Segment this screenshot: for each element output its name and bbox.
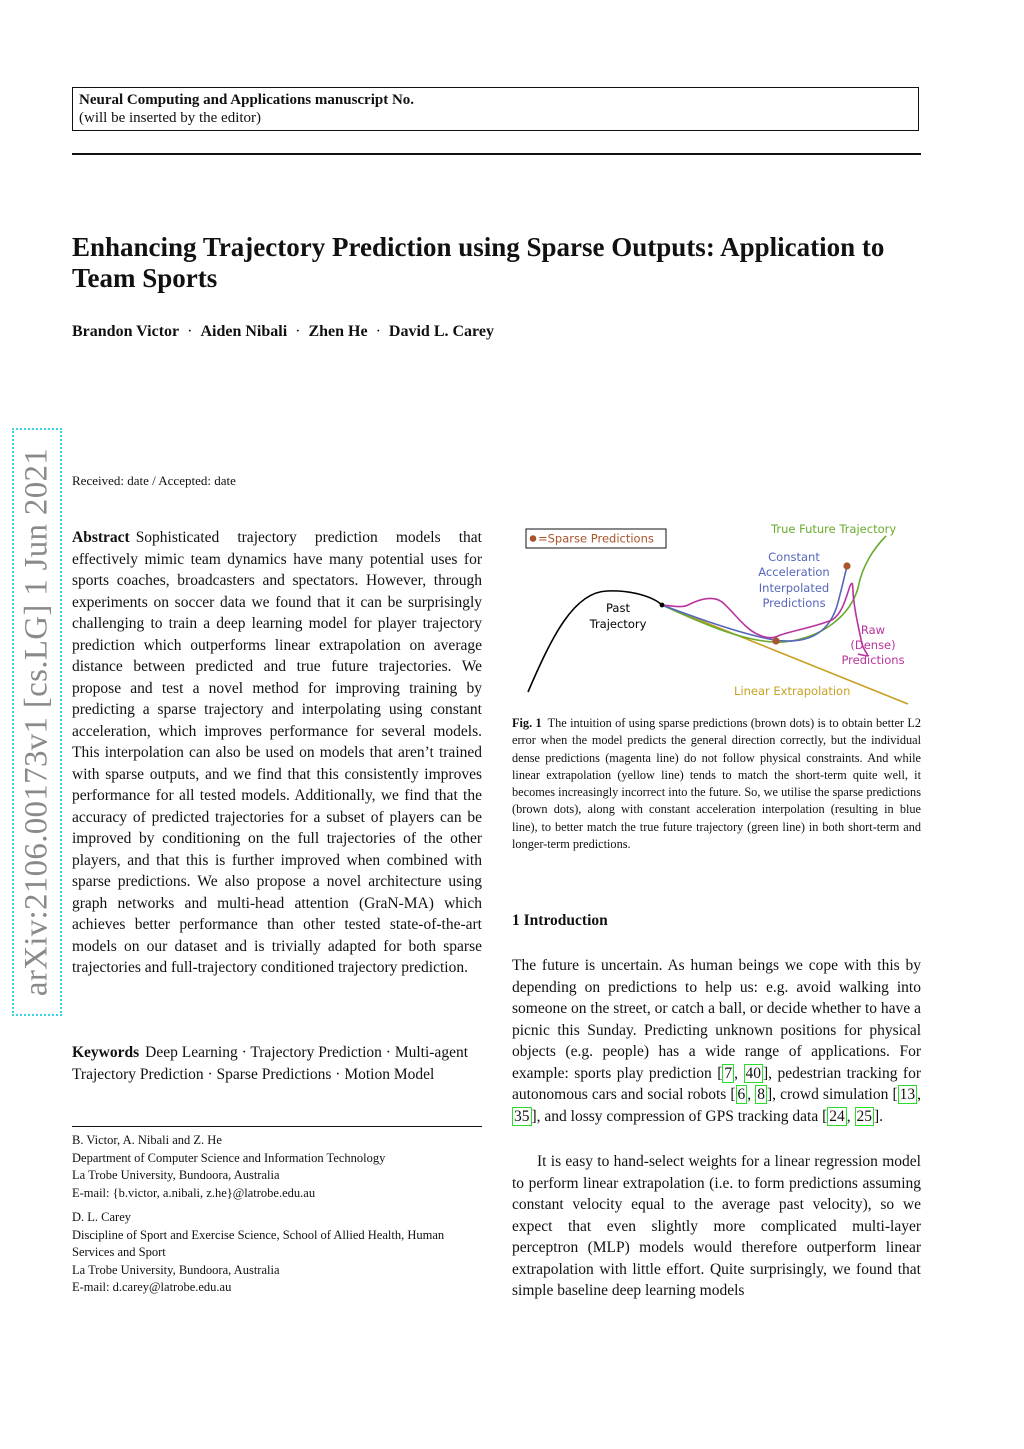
intro-paragraph-1	[512, 955, 921, 1127]
linear-extrapolation-label: Linear Extrapolation	[734, 684, 851, 698]
keywords-label: Keywords	[72, 1044, 140, 1061]
legend-label: =Sparse Predictions	[538, 531, 654, 546]
keywords-text: Deep Learning · Trajectory Prediction · Multi-agent Trajectory Prediction · Sparse Predictions · Motion Model	[72, 1044, 469, 1083]
intro-text: ], crowd simulation [	[767, 1086, 898, 1103]
citation-link[interactable]: 8	[757, 1086, 765, 1103]
citation-sep: ,	[747, 1086, 756, 1103]
citation-sep: ,	[734, 1064, 744, 1082]
citation-link[interactable]: 35	[514, 1107, 530, 1125]
affiliation-dept: Discipline of Sport and Exercise Science, School of Allied Health, Human Services and Sport	[72, 1227, 445, 1259]
received-date: Received: date / Accepted: date	[72, 473, 236, 488]
citation-sep: ,	[917, 1086, 921, 1103]
header-rule	[72, 153, 921, 155]
intro-text: ], pedestrian tracking for autonomous cars and social robots [	[512, 1064, 921, 1103]
current-position-dot	[660, 603, 665, 608]
keywords	[72, 1042, 482, 1085]
intro-text: The future is uncertain. As human beings we cope with this by depending on predictions to help us: e.g. avoid walking into someone on the street, or catch a ball, or decide whether to have a picnic this Sunday. Predicting unknown positions for physical objects (e.g. people) has a wide range of applications. For example: sports play prediction [	[512, 957, 921, 1082]
past-trajectory-line	[528, 591, 662, 692]
citation-link[interactable]: 6	[737, 1086, 746, 1103]
true-trajectory-label: True Future Trajectory	[771, 522, 897, 536]
interpolated-label: Constant	[768, 550, 820, 564]
section-heading: 1 Introduction	[512, 912, 608, 929]
citation-sep: ,	[846, 1107, 855, 1125]
sparse-prediction-dot	[843, 562, 850, 569]
journal-header-box	[72, 87, 919, 131]
intro-text: ].	[874, 1107, 884, 1125]
abstract	[72, 527, 482, 979]
citation-link[interactable]: 24	[829, 1107, 845, 1125]
author-1: Brandon Victor	[72, 323, 180, 340]
author-2: Aiden Nibali	[200, 323, 288, 340]
intro-paragraph-2: It is easy to hand-select weights for a linear regression model to perform linear extrapolation (i.e. to form predictions assuming constant velocity equal to the average past velocity), so we expect that even slightly more complicated multi-layer perceptron (MLP) models would therefore outperform linear extrapolation with little effort. Quite surprisingly, we found that simple baseline deep learning models	[512, 1153, 921, 1299]
author-separator: ·	[187, 323, 193, 340]
past-trajectory-label: Trajectory	[589, 617, 647, 631]
affiliation-university: La Trobe University, Bundoora, Australia	[72, 1262, 280, 1277]
citation-link[interactable]: 40	[745, 1064, 761, 1082]
interpolated-label: Interpolated	[758, 581, 830, 595]
author-4: David L. Carey	[388, 323, 494, 340]
journal-name: Neural Computing and Applications manuscript No.	[79, 92, 415, 108]
figure-1-caption	[512, 715, 921, 853]
interpolated-label: Predictions	[762, 596, 826, 610]
affiliation-email: E-mail: d.carey@latrobe.edu.au	[72, 1280, 232, 1294]
interpolated-label: Acceleration	[758, 565, 830, 579]
legend-dot-icon	[530, 535, 537, 542]
paper-title: Enhancing Trajectory Prediction using Sparse Outputs: Application to Team Sports	[72, 232, 885, 293]
raw-prediction-label: (Dense)	[850, 638, 896, 652]
author-separator: ·	[295, 323, 301, 340]
citation-link[interactable]: 25	[856, 1107, 872, 1125]
affiliation-names: D. L. Carey	[72, 1210, 132, 1224]
citation-link[interactable]: 13	[899, 1086, 916, 1103]
author-3: Zhen He	[308, 323, 368, 340]
affiliation-names: B. Victor, A. Nibali and Z. He	[72, 1133, 222, 1147]
editor-note: (will be inserted by the editor)	[79, 110, 262, 126]
past-trajectory-label: Past	[606, 601, 630, 615]
figure-1-diagram	[512, 516, 922, 706]
author-separator: ·	[375, 323, 381, 340]
sparse-prediction-dot	[772, 637, 779, 644]
caption-text: The intuition of using sparse predictions (brown dots) is to obtain better L2 error when the model predicts the general direction correctly, but the individual dense predictions (magenta line) do not follow physical constraints. And while linear extrapolation (yellow line) tends to match the short-term quite well, it becomes increasingly incorrect into the future. So, we utilise the sparse predictions (brown dots), along with constant acceleration interpolation (resulting in blue line), to better match the true future trajectory (green line) in both short-term and longer-term predictions.	[512, 716, 921, 852]
raw-prediction-label: Predictions	[841, 653, 905, 667]
affiliation-dept: Department of Computer Science and Information Technology	[72, 1150, 386, 1165]
abstract-text: Sophisticated trajectory prediction models that effectively mimic team dynamics have many potential uses for sports coaches, broadcasters and spectators. However, through experiments on soccer data we found that it can be surprisingly challenging to train a deep learning model for player trajectory prediction which outperforms linear extrapolation on average distance between predicted and true future trajectories. We propose and test a novel method for improving training by predicting a sparse trajectory and interpolating using constant acceleration, which improves performance for several models. This interpolation can also be used on models that aren’t trained with sparse outputs, and we find that this consistently improves performance for all tested models. Additionally, we find that the accuracy of predicted trajectories for a subset of players can be improved by conditioning on the full trajectories of the other players, and that this is further improved when combined with sparse predictions. We also propose a novel architecture using graph networks and multi-head attention (GraN-MA) which achieves better performance than other tested state-of-the-art models on our dataset and is trivially adapted for both sparse trajectories and full-trajectory conditioned trajectory prediction.	[72, 529, 482, 976]
citation-link[interactable]: 7	[724, 1064, 733, 1082]
affiliation-2	[72, 1209, 484, 1297]
abstract-label: Abstract	[72, 529, 130, 546]
affiliation-university: La Trobe University, Bundoora, Australia	[72, 1168, 280, 1182]
affiliation-1	[72, 1132, 484, 1202]
intro-text: ], and lossy compression of GPS tracking data [	[531, 1107, 828, 1125]
raw-prediction-label: Raw	[860, 623, 886, 637]
caption-label: Fig. 1	[512, 716, 542, 730]
author-list	[72, 323, 494, 341]
footnote-rule	[72, 1126, 482, 1127]
affiliation-email: E-mail: {b.victor, a.nibali, z.he}@latrobe.edu.au	[72, 1185, 316, 1200]
arxiv-identifier: arXiv:2106.00173v1 [cs.LG] 1 Jun 2021	[18, 447, 55, 997]
